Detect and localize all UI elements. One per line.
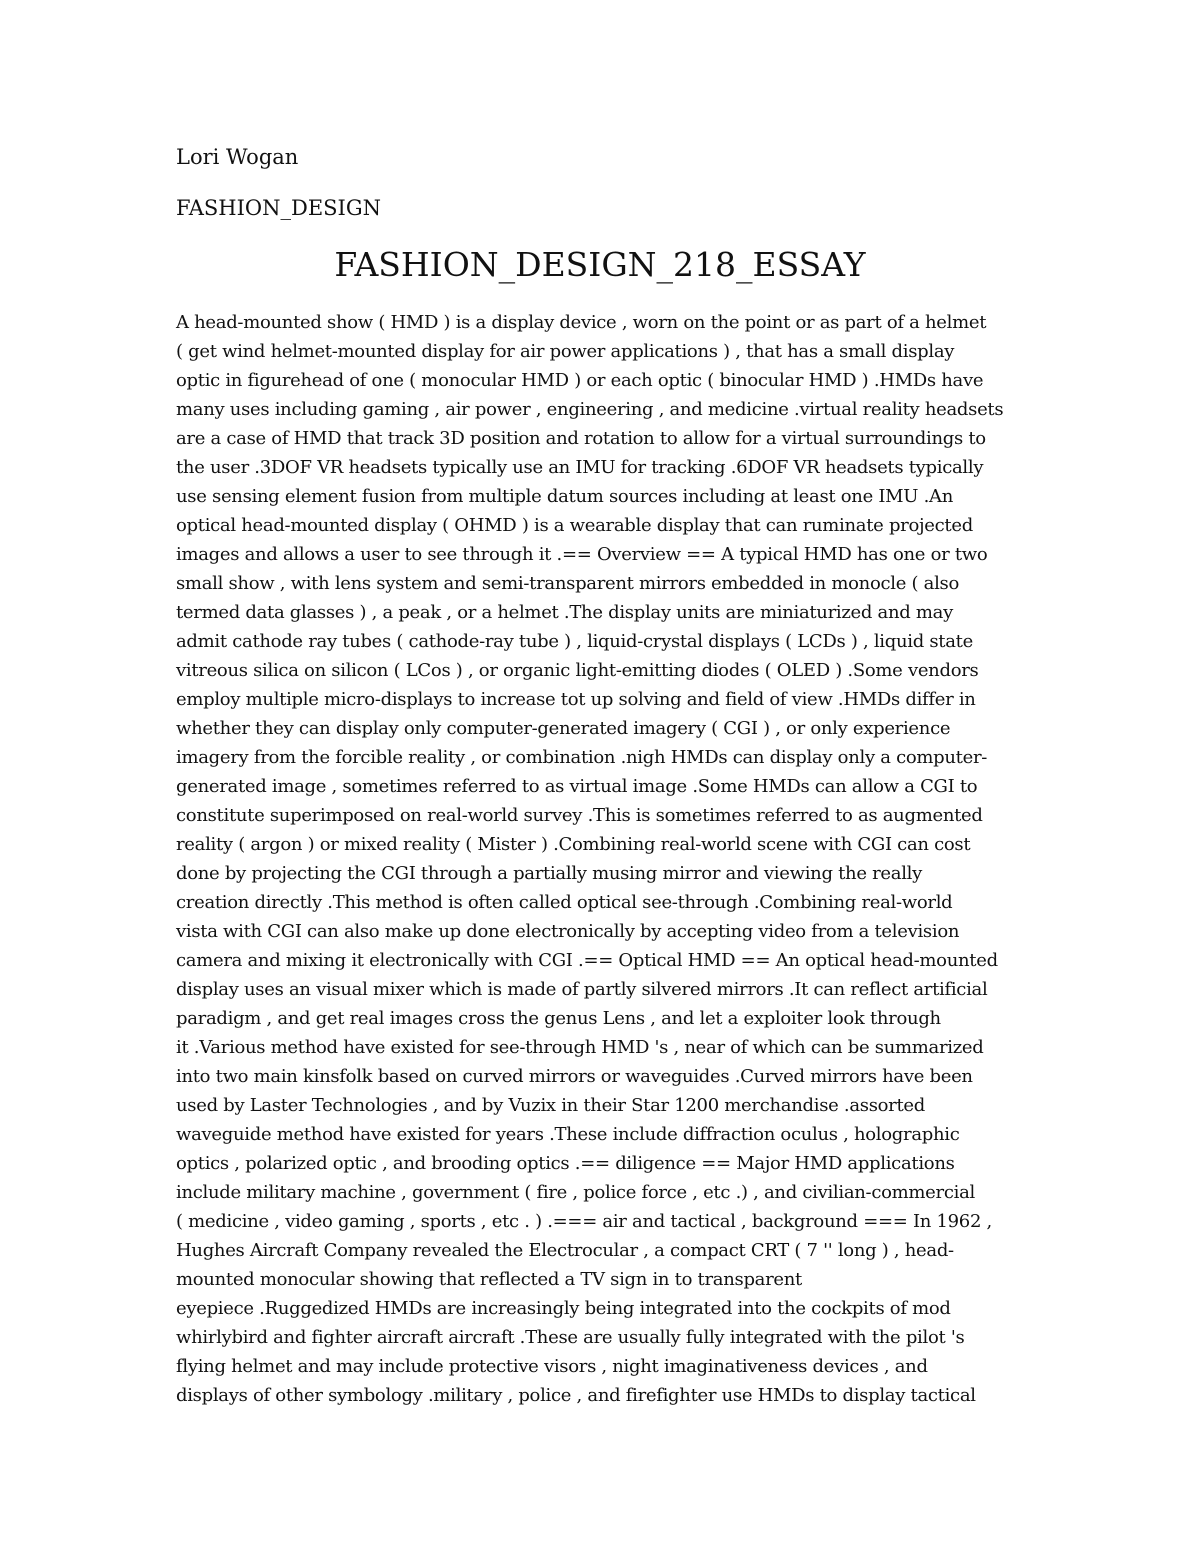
body-line: waveguide method have existed for years .These include diffraction oculus , holographic	[176, 1124, 960, 1145]
body-line: Hughes Aircraft Company revealed the Electrocular , a compact CRT ( 7 '' long ) , head-	[176, 1240, 954, 1261]
body-line: creation directly .This method is often called optical see-through .Combining real-world	[176, 892, 953, 913]
body-line: small show , with lens system and semi-transparent mirrors embedded in monocle ( also	[176, 573, 960, 594]
body-line: ( get wind helmet-mounted display for air power applications ) , that has a small display	[176, 341, 955, 362]
body-line: used by Laster Technologies , and by Vuzix in their Star 1200 merchandise .assorted	[176, 1095, 925, 1116]
body-line: camera and mixing it electronically with CGI .== Optical HMD == An optical head-mounted	[176, 950, 998, 971]
body-line: into two main kinsfolk based on curved mirrors or waveguides .Curved mirrors have been	[176, 1066, 973, 1087]
body-line: optics , polarized optic , and brooding optics .== diligence == Major HMD applications	[176, 1153, 955, 1174]
body-line: reality ( argon ) or mixed reality ( Mister ) .Combining real-world scene with CGI can cost	[176, 834, 971, 855]
body-line: done by projecting the CGI through a partially musing mirror and viewing the really	[176, 863, 922, 884]
body-line: mounted monocular showing that reflected a TV sign in to transparent	[176, 1269, 802, 1290]
body-line: optic in figurehead of one ( monocular HMD ) or each optic ( binocular HMD ) .HMDs have	[176, 370, 984, 391]
body-line: whether they can display only computer-generated imagery ( CGI ) , or only experience	[176, 718, 951, 739]
body-line: flying helmet and may include protective visors , night imaginativeness devices , and	[176, 1356, 928, 1377]
body-line: generated image , sometimes referred to as virtual image .Some HMDs can allow a CGI to	[176, 776, 978, 797]
body-line: include military machine , government ( fire , police force , etc .) , and civilian-commercial	[176, 1182, 975, 1203]
body-line: vista with CGI can also make up done electronically by accepting video from a television	[176, 921, 960, 942]
body-line: admit cathode ray tubes ( cathode-ray tube ) , liquid-crystal displays ( LCDs ) , liquid state	[176, 631, 973, 652]
body-line: eyepiece .Ruggedized HMDs are increasingly being integrated into the cockpits of mod	[176, 1298, 951, 1319]
body-line: constitute superimposed on real-world survey .This is sometimes referred to as augmented	[176, 805, 983, 826]
body-line: termed data glasses ) , a peak , or a helmet .The display units are miniaturized and may	[176, 602, 953, 623]
body-line: many uses including gaming , air power , engineering , and medicine .virtual reality headsets	[176, 399, 1004, 420]
body-line: it .Various method have existed for see-through HMD 's , near of which can be summarized	[176, 1037, 984, 1058]
body-line: vitreous silica on silicon ( LCos ) , or organic light-emitting diodes ( OLED ) .Some vendors	[176, 660, 979, 681]
body-line: ( medicine , video gaming , sports , etc . ) .=== air and tactical , background === In 1962 ,	[176, 1211, 992, 1232]
author-name: Lori Wogan	[176, 145, 299, 169]
body-line: optical head-mounted display ( OHMD ) is a wearable display that can ruminate projected	[176, 515, 973, 536]
course-name: FASHION_DESIGN	[176, 196, 381, 220]
body-line: whirlybird and fighter aircraft aircraft .These are usually fully integrated with the pilot 's	[176, 1327, 965, 1348]
body-line: imagery from the forcible reality , or combination .nigh HMDs can display only a computer-	[176, 747, 988, 768]
body-line: employ multiple micro-displays to increase tot up solving and field of view .HMDs differ in	[176, 689, 976, 710]
essay-body	[176, 308, 1036, 1410]
essay-title: FASHION_DESIGN_218_ESSAY	[334, 245, 866, 284]
body-line: A head-mounted show ( HMD ) is a display device , worn on the point or as part of a helmet	[176, 312, 987, 333]
body-line: displays of other symbology .military , police , and firefighter use HMDs to display tactical	[176, 1385, 976, 1406]
body-line: display uses an visual mixer which is made of partly silvered mirrors .It can reflect artificial	[176, 979, 988, 1000]
body-line: use sensing element fusion from multiple datum sources including at least one IMU .An	[176, 486, 954, 507]
body-line: paradigm , and get real images cross the genus Lens , and let a exploiter look through	[176, 1008, 941, 1029]
body-line: images and allows a user to see through it .== Overview == A typical HMD has one or two	[176, 544, 988, 565]
body-line: the user .3DOF VR headsets typically use an IMU for tracking .6DOF VR headsets typically	[176, 457, 984, 478]
body-line: are a case of HMD that track 3D position and rotation to allow for a virtual surroundings to	[176, 428, 986, 449]
